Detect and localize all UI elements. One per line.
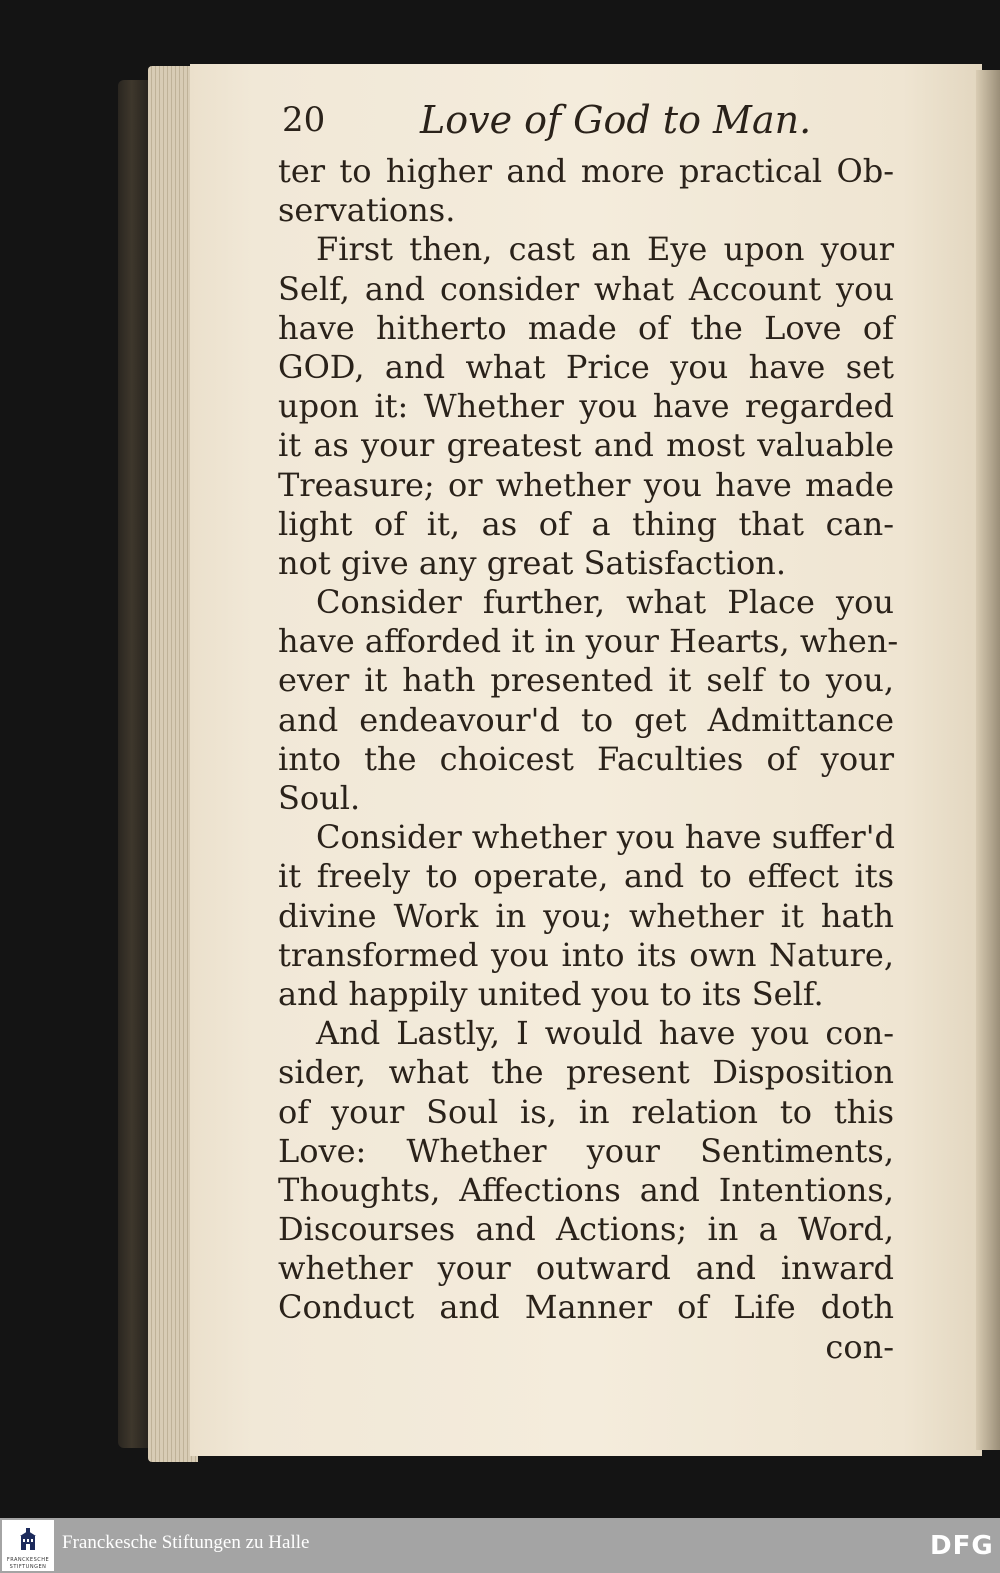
text-line: And Lastly, I would have you con- [316,1014,894,1053]
book-spine-edge [118,80,152,1448]
text-line: First then, cast an Eye upon your [316,230,894,269]
text-line: Treasure; or whether you have made [278,465,894,504]
text-line: Thoughts, Affections and Intentions, [278,1170,894,1209]
page-shadow [976,70,1000,1450]
text-line: sider, what the present Disposition [278,1053,894,1092]
page-number: 20 [282,100,326,140]
text-line: of your Soul is, in relation to this [278,1092,894,1131]
text-line: it as your greatest and most valuable [278,426,894,465]
text-line: Discourses and Actions; in a Word, [278,1210,894,1249]
text-line: Self, and consider what Account you [278,269,894,308]
text-line: servations. [278,191,456,230]
text-line: have afforded it in your Hearts, when- [278,622,899,661]
logo-text-line1: FRANCKESCHE [6,1557,50,1563]
text-line: it freely to operate, and to effect its [278,857,894,896]
text-line: whether your outward and inward [278,1249,894,1288]
institution-label: Franckesche Stiftungen zu Halle [62,1532,310,1553]
text-line: into the choicest Faculties of your [278,739,894,778]
logo-text-line2: STIFTUNGEN [9,1564,47,1570]
text-line: and happily united you to its Self. [278,974,824,1013]
text-line: Love: Whether your Sentiments, [278,1131,894,1170]
catchword: con- [825,1327,894,1366]
text-line: not give any great Satisfaction. [278,543,787,582]
footer-bar [0,1518,1000,1573]
text-line: ter to higher and more practical Ob- [278,152,894,190]
text-line: light of it, as of a thing that can- [278,504,894,543]
text-line: transformed you into its own Nature, [278,935,894,974]
page-header [282,98,892,146]
text-line: divine Work in you; whether it hath [278,896,894,935]
text-line: Consider whether you have suffer'd [316,818,895,857]
text-line: have hitherto made of the Love of [278,308,894,347]
page-body-text [278,152,899,1367]
text-line: GOD, and what Price you have set [278,347,894,386]
text-line: ever it hath presented it self to you, [278,661,894,700]
running-title: Love of God to Man. [420,98,812,142]
dfg-logo[interactable]: DFG [930,1531,994,1561]
text-line: Consider further, what Place you [316,583,894,622]
building-icon [16,1526,40,1554]
text-line: Soul. [278,779,361,817]
franckesche-stiftungen-logo[interactable] [2,1520,54,1571]
text-line: Conduct and Manner of Life doth [278,1288,894,1327]
text-line: upon it: Whether you have regarded [278,387,894,426]
text-line: and endeavour'd to get Admittance [278,700,894,739]
